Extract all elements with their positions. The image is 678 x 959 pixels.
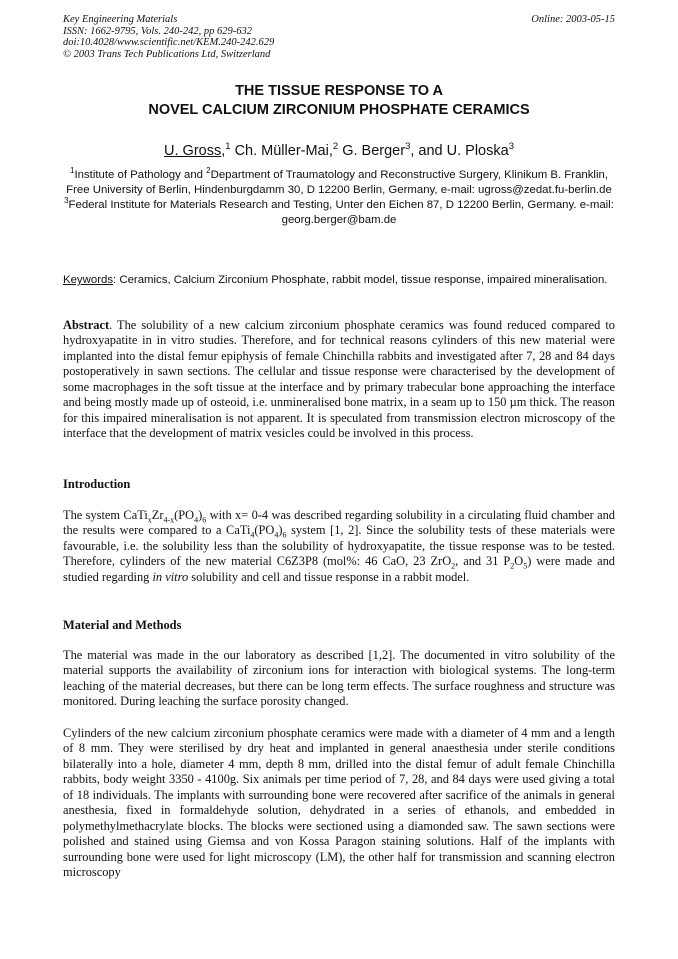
- online-date: Online: 2003-05-15: [531, 14, 615, 25]
- abstract: [63, 318, 615, 442]
- affil-sup: 3: [64, 196, 69, 206]
- methods-paragraph-2: Cylinders of the new calcium zirconium phosphate ceramics were made with a diameter of 4 mm and a length of 8 mm. They were sterilised by dry heat and implanted in general anaesthesia under sterile conditions bilaterally into a hole, diameter 4 mm, depth 8 mm, drilled into the distal femur of adult female Chinchilla rabbits, body weight 3350 - 4100g. Six animals per time period of 7, 28, and 84 days were used giving a total of 18 individuals. The implants with surrounding bone were recovered after sacrifice of the animals in general anesthesia, fixed in formaldehyde solution, dehydrated in a series of ethanols, and embedded in polymethylmethacrylate blocks. The blocks were sectioned using a diamonded saw. The sawn sections were polished and stained using Giemsa and von Kossa Paragon staining solutions. Half of the implants with surrounding bone were used for light microscopy (LM), the other half for transmission and scanning electron microscopy: [63, 726, 615, 880]
- author-sup: 3: [508, 141, 514, 153]
- author-sup: 2: [332, 141, 339, 153]
- title-line-1: THE TISSUE RESPONSE TO A: [235, 83, 443, 99]
- copyright-line: © 2003 Trans Tech Publications Ltd, Switzerland: [63, 48, 271, 60]
- paper-title: [63, 82, 615, 120]
- publication-header: [63, 14, 615, 60]
- issn-line: ISSN: 1662-9795, Vols. 240-242, pp 629-632: [63, 25, 252, 37]
- abstract-text: . The solubility of a new calcium zirconium phosphate ceramics was found reduced compared to hydroxyapatite in in vitro studies. Therefore, and for technical reasons cylinders of this new material were implanted into the distal femur epiphysis of female Chinchilla rabbits and investigated after 7, 28 and 84 days postoperatively in sawn sections. The cellular and tissue response were characterised by the development of some macrophages in the soft tissue at the interface and by primary trabecular bone approaching the interface and being mostly made up of osteoid, i.e. unmineralised bone matrix, in a seam up to 150 µm thick. The reason for this impaired mineralisation is not apparent. It is speculated from transmission electron microscopy of the interface that the development of matrix vesicles could be involved in this process.: [63, 318, 615, 441]
- title-line-2: NOVEL CALCIUM ZIRCONIUM PHOSPHATE CERAMICS: [148, 102, 530, 118]
- keywords-text: : Ceramics, Calcium Zirconium Phosphate, rabbit model, tissue response, impaired mineralisation.: [113, 274, 608, 286]
- methods-heading: Material and Methods: [63, 618, 182, 632]
- italic-in-vitro: in vitro: [152, 569, 189, 584]
- methods-paragraph-1: The material was made in the our laboratory as described [1,2]. The documented in vitro solubility of the material supports the availability of zirconium ions for interaction with biological systems. The long-term leaching of the material decreases, but there can be long term effects. The surface roughness and structure was monitored. During leaching the surface porosity changed.: [63, 648, 615, 709]
- author-muller-mai: Ch. Müller-Mai,: [230, 143, 333, 159]
- affiliations: [63, 168, 615, 228]
- affiliation-1-2: $^1$Institute of Pathology and $^2$Department of Traumatology and Reconstructive Surgery, Klinikum B. Franklin, Free University of Berlin, Hindenburgdamm 30, D 12200 Berlin, Germany, e-mail: ugross@zedat.fu-berlin.de: [66, 166, 612, 196]
- keywords: [63, 273, 615, 288]
- introduction-paragraph: The system $CaTi_xZr_{4-x}(PO_4)_6$ with x= 0-4 was described regarding solubility in a circulating fluid chamber and the results were compared to a $CaTi_4(PO_4)_6$ system [1, 2]. Since the solubility tests of these materials were favourable, i.e. the solubility less than the solubility of hydroxyapatite, the tissue response was to be tested. Therefore, cylinders of the new material C6Z3P8 (mol%: 46 CaO, 23 ZrO$_2$, and 31 $P_2O_5$) were made and studied regarding in vitro solubility and cell and tissue response in a rabbit model.: [63, 508, 615, 584]
- author-gross: U. Gross: [164, 143, 222, 159]
- affil-sup: 1: [70, 166, 75, 176]
- author-berger: G. Berger: [338, 143, 406, 159]
- affiliation-3: $^3$Federal Institute for Materials Research and Testing, Unter den Eichen 87, D 12200 Berlin, Germany. e-mail: georg.berger@bam.de: [64, 196, 614, 226]
- introduction-heading: Introduction: [63, 477, 131, 491]
- author-ploska: , and U. Ploska: [410, 143, 509, 159]
- author-sup: 3: [405, 141, 411, 153]
- keywords-label: Keywords: [63, 274, 114, 286]
- abstract-label: Abstract: [63, 318, 110, 332]
- author-sup: 1: [225, 141, 231, 153]
- journal-name: Key Engineering Materials: [63, 14, 178, 25]
- author-list: U. Gross,$^1$ Ch. Müller-Mai,$^2$ G. Berger$^3$, and U. Ploska$^3$: [164, 141, 514, 159]
- affil-sup: 2: [206, 166, 211, 176]
- doi-line: doi:10.4028/www.scientific.net/KEM.240-242.629: [63, 37, 275, 48]
